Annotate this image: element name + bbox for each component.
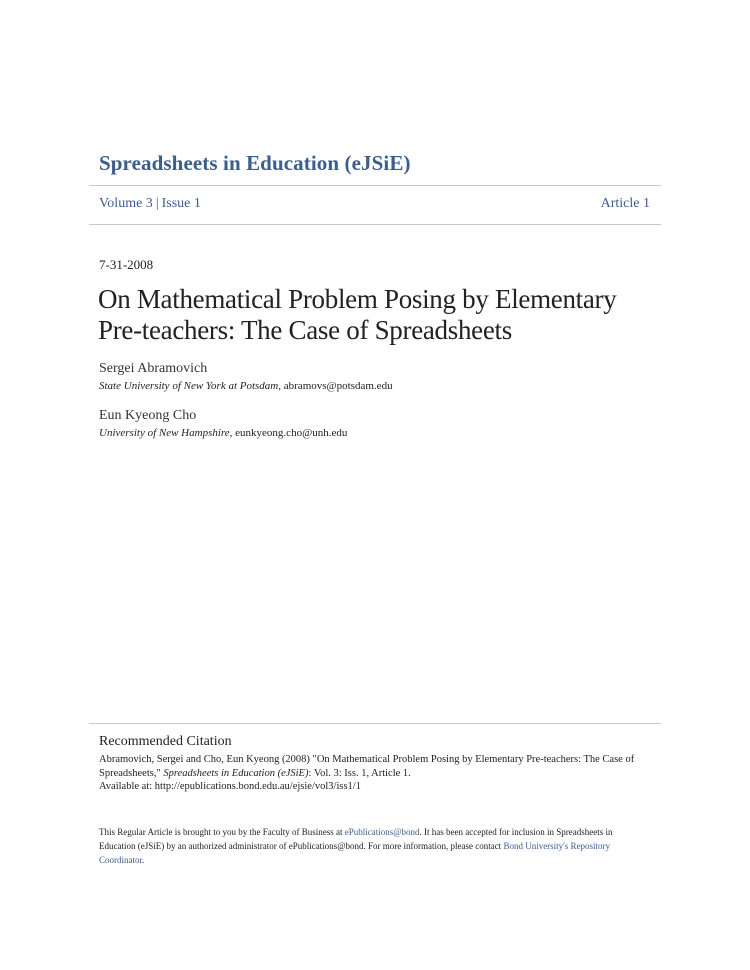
breadcrumb-separator: | xyxy=(155,196,159,211)
citation-availability: Available at: http://epublications.bond.edu.au/ejsie/vol3/iss1/1 xyxy=(99,781,361,792)
author-affiliation xyxy=(99,380,393,392)
footer-text: . xyxy=(142,855,145,865)
author-email: , eunkyeong.cho@unh.edu xyxy=(229,427,348,439)
divider-top xyxy=(89,185,661,186)
author-name: Eun Kyeong Cho xyxy=(99,408,197,423)
article-link[interactable]: Article 1 xyxy=(600,196,650,211)
author-email: , abramovs@potsdam.edu xyxy=(278,380,393,392)
author-affiliation xyxy=(99,427,347,439)
affiliation-institution: State University of New York at Potsdam xyxy=(99,380,279,392)
citation-part: : Vol. 3: Iss. 1, Article 1. xyxy=(308,767,411,779)
divider-citation xyxy=(89,723,661,724)
issue-link[interactable]: Issue 1 xyxy=(161,196,201,211)
divider-header-bottom xyxy=(89,224,661,225)
citation-journal: Spreadsheets in Education (eJSiE) xyxy=(163,767,309,779)
publication-date: 7-31-2008 xyxy=(99,257,154,272)
repository-coordinator-link[interactable]: Bond University's Repository Coordinator xyxy=(99,841,611,865)
affiliation-institution: University of New Hampshire xyxy=(99,427,230,439)
footer-note xyxy=(99,825,634,867)
citation-part: Abramovich, Sergei and Cho, Eun Kyeong (2008) "On Mathematical Problem Posing by Elementary Pre-teachers: The Case of Spreadsheets," xyxy=(99,754,635,779)
citation-heading: Recommended Citation xyxy=(99,734,232,749)
footer-text: . It has been accepted for inclusion in Spreadsheets in Education (eJSiE) by an authorized administrator of ePublications@bond. For more information, please contact xyxy=(99,827,613,851)
journal-title[interactable]: Spreadsheets in Education (eJSiE) xyxy=(99,151,411,175)
citation-text xyxy=(99,753,644,794)
article-title: On Mathematical Problem Posing by Elementary Pre-teachers: The Case of Spreadsheets xyxy=(98,284,617,345)
footer-text: This Regular Article is brought to you by the Faculty of Business at xyxy=(99,827,345,837)
author-name: Sergei Abramovich xyxy=(99,361,208,376)
epublications-link[interactable]: ePublications@bond xyxy=(344,827,420,837)
volume-issue-breadcrumb xyxy=(99,196,201,212)
volume-link[interactable]: Volume 3 xyxy=(99,196,153,211)
